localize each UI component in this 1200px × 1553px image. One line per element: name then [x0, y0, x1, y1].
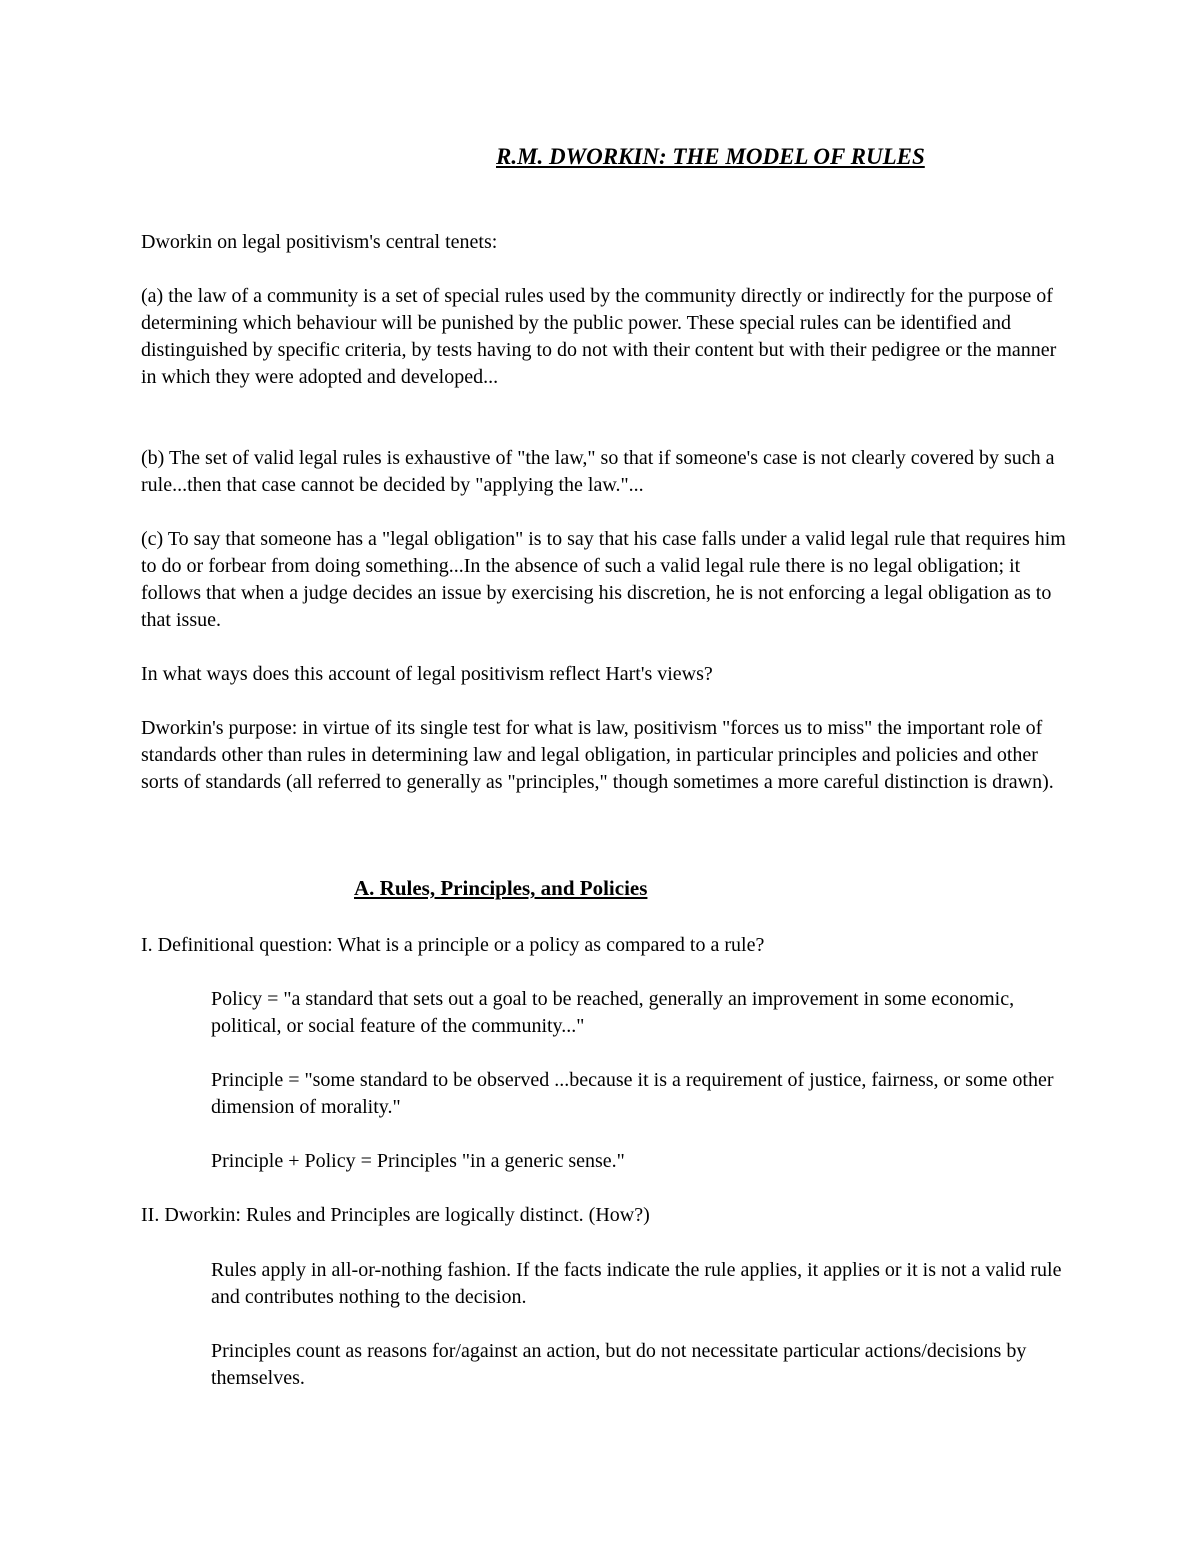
principle-definition: Principle = "some standard to be observed ...because it is a requirement of justice, fairness, or some other dimension of morality." — [211, 1069, 1054, 1118]
policy-definition: Policy = "a standard that sets out a goal to be reached, generally an improvement in some economic, political, or social feature of the community..." — [211, 988, 1015, 1037]
generic-definition: Principle + Policy = Principles "in a generic sense." — [211, 1150, 625, 1172]
rules-apply-paragraph: Rules apply in all-or-nothing fashion. If the facts indicate the rule applies, it applies or it is not a valid rule and contributes nothing to the decision. — [211, 1259, 1062, 1308]
tenet-b-paragraph: (b) The set of valid legal rules is exhaustive of "the law," so that if someone's case is not clearly covered by such a rule...then that case cannot be decided by "applying the law."... — [141, 447, 1055, 496]
tenet-a-paragraph: (a) the law of a community is a set of special rules used by the community directly or indirectly for the purpose of determining which behaviour will be punished by the public power. These special rules can be identified and distinguished by specific criteria, by tests having to do not with their content but with their pedigree or the manner in which they were adopted and developed... — [141, 285, 1057, 388]
hart-question-paragraph: In what ways does this account of legal positivism reflect Hart's views? — [141, 663, 713, 685]
section-a-heading: A. Rules, Principles, and Policies — [354, 876, 648, 900]
intro-paragraph: Dworkin on legal positivism's central tenets: — [141, 231, 498, 253]
principles-count-paragraph: Principles count as reasons for/against an action, but do not necessitate particular actions/decisions by themselves. — [211, 1340, 1027, 1389]
tenet-c-paragraph: (c) To say that someone has a "legal obligation" is to say that his case falls under a valid legal rule that requires him to do or forbear from doing something...In the absence of such a valid legal rule there is no legal obligation; it follows that when a judge decides an issue by exercising his discretion, he is not enforcing a legal obligation as to that issue. — [141, 528, 1066, 631]
document-title: R.M. DWORKIN: THE MODEL OF RULES — [496, 144, 925, 169]
definitional-question: I. Definitional question: What is a principle or a policy as compared to a rule? — [141, 934, 765, 956]
logically-distinct-heading: II. Dworkin: Rules and Principles are logically distinct. (How?) — [141, 1204, 650, 1226]
purpose-paragraph: Dworkin's purpose: in virtue of its single test for what is law, positivism "forces us to miss" the important role of standards other than rules in determining law and legal obligation, in particular principles and policies and other sorts of standards (all referred to generally as "principles," though sometimes a more careful distinction is drawn). — [141, 717, 1054, 793]
